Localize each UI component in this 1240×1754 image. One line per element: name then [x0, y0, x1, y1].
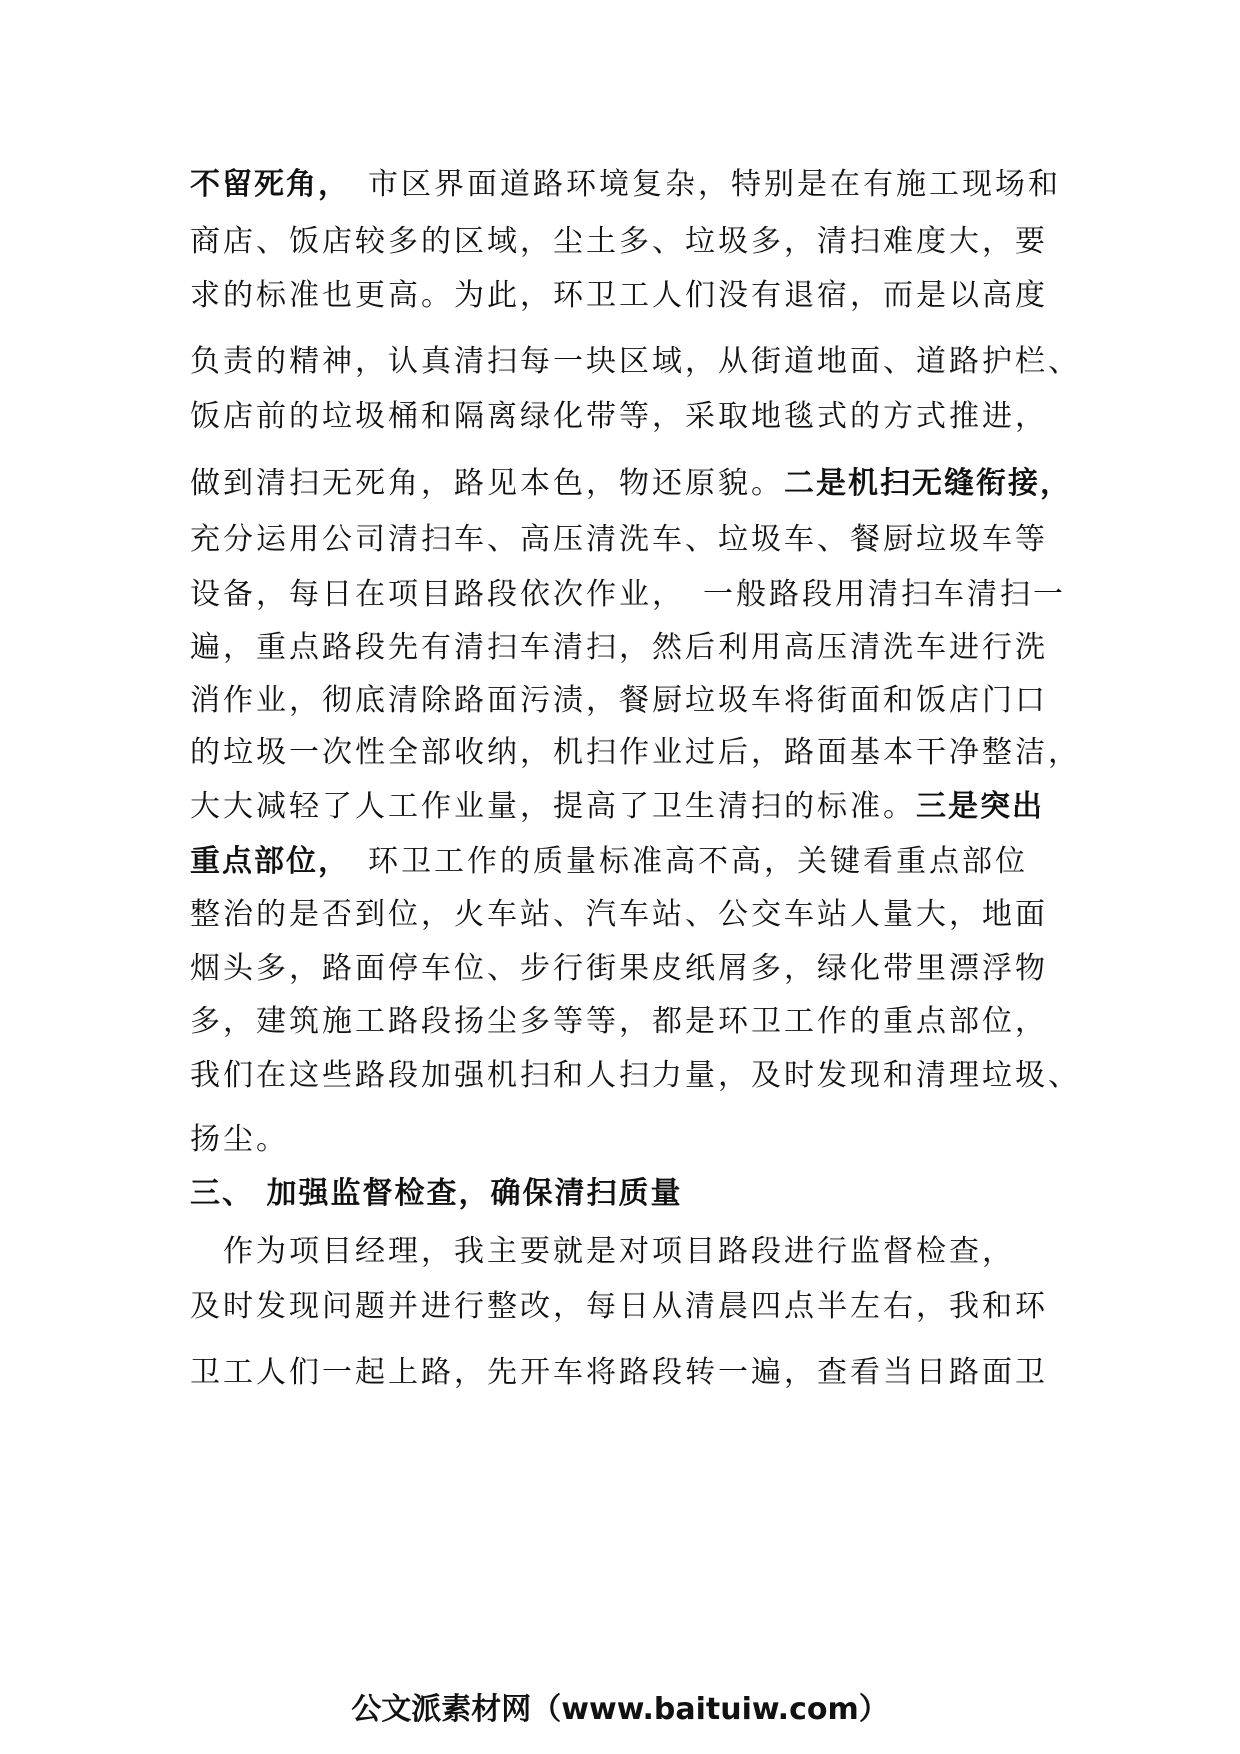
text-line: 饭店前的垃圾桶和隔离绿化带等，采取地毯式的方式推进， — [190, 399, 1048, 434]
text-run: 做到清扫无死角，路见本色，物还原貌。 — [190, 466, 784, 501]
text-line: 卫工人们一起上路，先开车将路段转一遍，查看当日路面卫 — [190, 1355, 1048, 1390]
text-line: 遍，重点路段先有清扫车清扫，然后利用高压清洗车进行洗 — [190, 630, 1048, 665]
text-line: 我们在这些路段加强机扫和人扫力量，及时发现和清理垃圾、 — [190, 1058, 1081, 1093]
text-line: 设备，每日在项目路段依次作业， 一般路段用清扫车清扫一 — [190, 577, 1066, 612]
bold-phrase: 二是机扫无缝衔接， — [784, 466, 1072, 501]
text-line: 充分运用公司清扫车、高压清洗车、垃圾车、餐厨垃圾车等 — [190, 522, 1048, 557]
text-line — [190, 787, 1044, 827]
text-line: 烟头多，路面停车位、步行街果皮纸屑多，绿化带里漂浮物 — [190, 951, 1048, 986]
bold-phrase: 不留死角， — [190, 167, 335, 202]
text-line — [190, 165, 1061, 205]
text-run: 大大减轻了人工作业量，提高了卫生清扫的标准。 — [190, 789, 916, 824]
text-line — [190, 842, 1028, 882]
text-line: 扬尘。 — [190, 1122, 289, 1157]
text-line: 商店、饭店较多的区域，尘土多、垃圾多，清扫难度大，要 — [190, 224, 1048, 259]
text-line: 负责的精神，认真清扫每一块区域，从街道地面、道路护栏、 — [190, 344, 1081, 379]
bold-phrase: 三是突出 — [916, 789, 1044, 824]
text-run: 环卫工作的质量标准高不高，关键看重点部位 — [335, 844, 1028, 879]
bold-phrase: 重点部位， — [190, 844, 335, 879]
text-line — [190, 464, 1072, 504]
text-line: 求的标准也更高。为此，环卫工人们没有退宿，而是以高度 — [190, 278, 1048, 313]
text-line: 的垃圾一次性全部收纳，机扫作业过后，路面基本干净整洁， — [190, 735, 1081, 770]
text-line: 作为项目经理，我主要就是对项目路段进行监督检查， — [190, 1234, 1015, 1269]
section-heading: 三、 加强监督检查，确保清扫质量 — [190, 1176, 683, 1211]
footer-watermark: 公文派素材网（www.baituiw.com） — [351, 1692, 889, 1727]
text-run: 市区界面道路环境复杂，特别是在有施工现场和 — [335, 167, 1061, 202]
text-line: 多，建筑施工路段扬尘多等等，都是环卫工作的重点部位， — [190, 1004, 1048, 1039]
text-line: 消作业，彻底清除路面污渍，餐厨垃圾车将街面和饭店门口 — [190, 683, 1048, 718]
text-line: 及时发现问题并进行整改，每日从清晨四点半左右，我和环 — [190, 1289, 1048, 1324]
text-line: 整治的是否到位，火车站、汽车站、公交车站人量大，地面 — [190, 897, 1048, 932]
